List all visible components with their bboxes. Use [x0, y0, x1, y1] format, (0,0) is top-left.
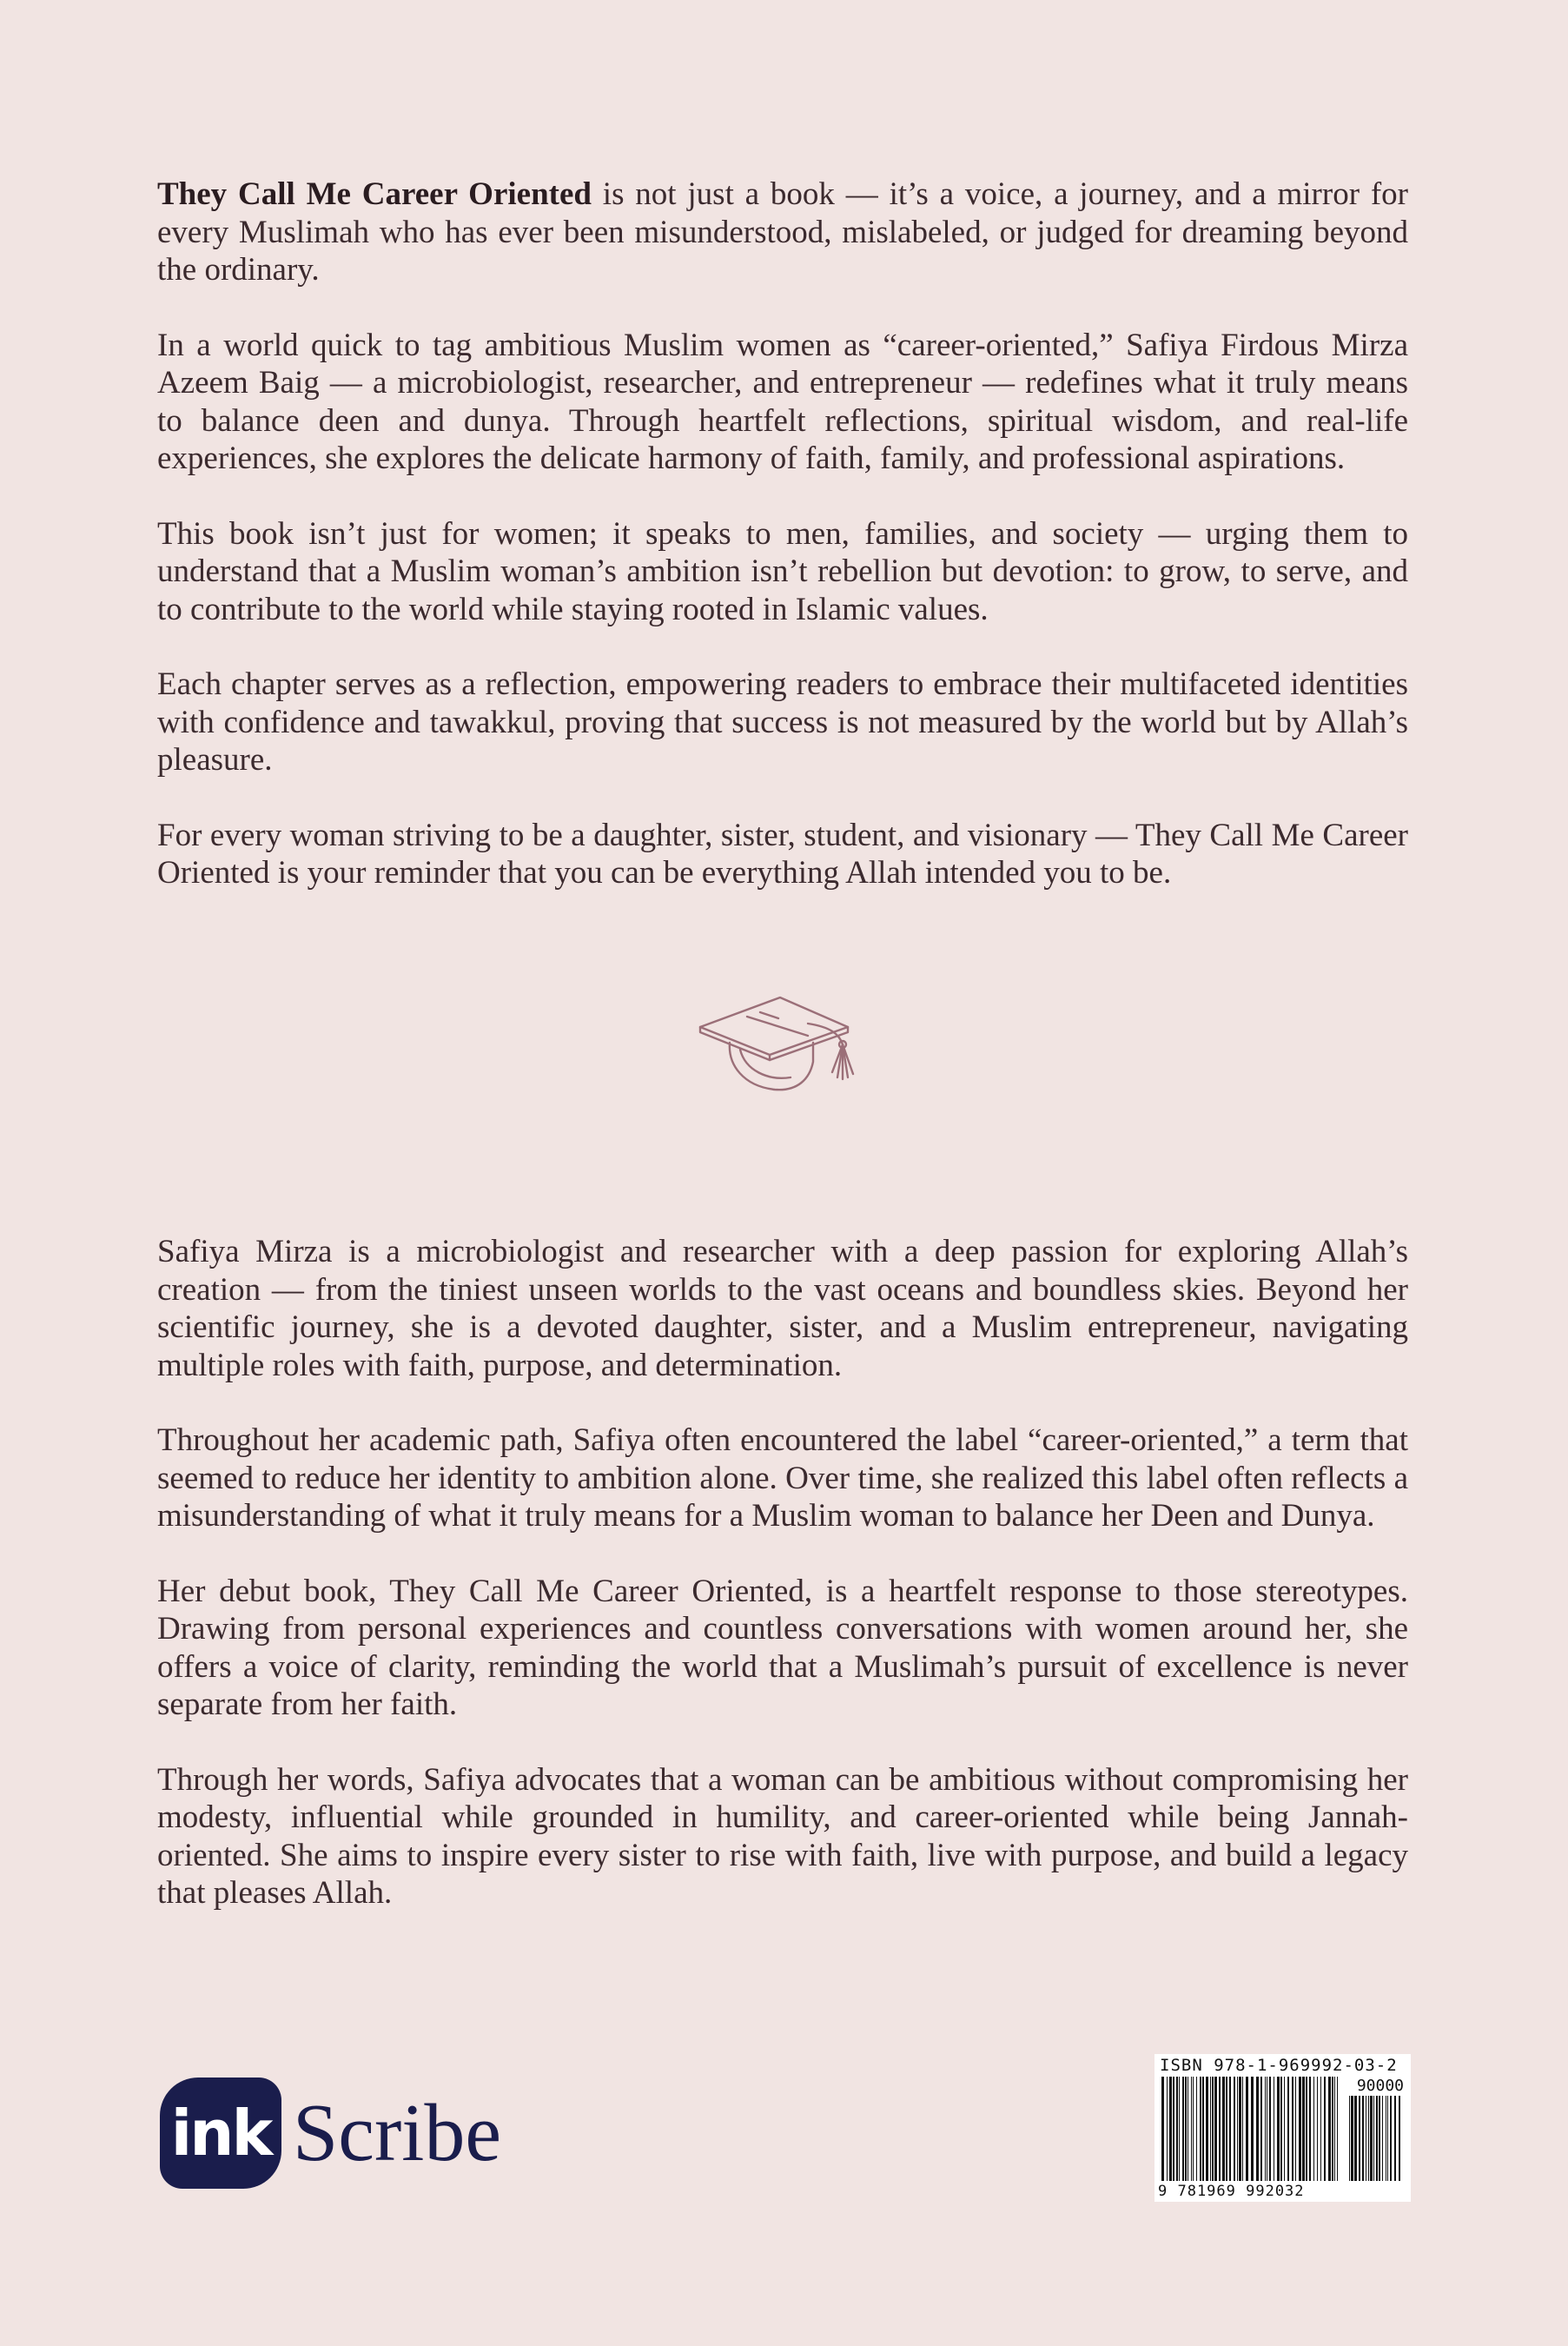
graduation-cap-icon: [695, 982, 877, 1103]
blurb-paragraph-1-text: is not just a book — it’s a voice, a journey, and a mirror for every Muslimah who has ever been misunderstood, mislabeled, or judged for dreaming beyond the ordinary.: [157, 176, 1408, 288]
blurb-paragraph-3: This book isn’t just for women; it speaks to men, families, and society — urging them to understand that a Muslim woman’s ambition isn’t rebellion but devotion: to grow, to serve, and to contribute to the world while staying rooted in Islamic values.: [157, 515, 1408, 627]
publisher-logo-badge: ink: [160, 2078, 281, 2189]
isbn-label: ISBN 978-1-969992-03-2: [1160, 2056, 1398, 2075]
bio-paragraph-1: Safiya Mirza is a microbiologist and researcher with a deep passion for exploring Allah’s creation — from the tiniest unseen worlds to the vast oceans and boundless skies. Beyond her scientific journey, she is a devoted daughter, sister, and a Muslim entrepreneur, navigating multiple roles with faith, purpose, and determination.: [157, 1234, 1408, 1383]
blurb-paragraph-5: For every woman striving to be a daughter, sister, student, and visionary — They Call Me Career Oriented is your reminder that you can be everything Allah intended you to be.: [157, 817, 1408, 891]
price-code: 90000: [1356, 2077, 1404, 2095]
author-bio: [157, 1233, 1408, 1950]
publisher-logo: [160, 2078, 525, 2189]
publisher-logo-wordmark: Scribe: [293, 2088, 502, 2178]
bio-paragraph-3: Her debut book, They Call Me Career Oriented, is a heartfelt response to those stereotypes. Drawing from personal experiences and countless conversations with women around her, she offers a voice of clarity, reminding the world that a Muslimah’s pursuit of excellence is never separate from her faith.: [157, 1573, 1408, 1722]
blurb-paragraph-1: [157, 176, 1408, 289]
bio-paragraph-4: Through her words, Safiya advocates that a woman can be ambitious without compromising her modesty, influential while grounded in humility, and career-oriented while being Jannah-oriented. She aims to inspire every sister to rise with faith, live with purpose, and build a legacy that pleases Allah.: [157, 1761, 1408, 1911]
isbn-digits: 9 781969 992032: [1158, 2183, 1305, 2200]
isbn-barcode: [1154, 2054, 1411, 2202]
book-title: They Call Me Career Oriented: [157, 176, 592, 212]
blurb-paragraph-2: In a world quick to tag ambitious Muslim women as “career-oriented,” Safiya Firdous Mirza Azeem Baig — a microbiologist, researcher, and entrepreneur — redefines what it truly means to balance deen and dunya. Through heartfelt reflections, spiritual wisdom, and real-life experiences, she explores the delicate harmony of faith, family, and professional aspirations.: [157, 327, 1408, 476]
bio-paragraph-2: Throughout her academic path, Safiya often encountered the label “career-oriented,” a term that seemed to reduce her identity to ambition alone. Over time, she realized this label often reflects a misunderstanding of what it truly means for a Muslim woman to balance her Deen and Dunya.: [157, 1422, 1408, 1534]
back-cover-blurb: [157, 176, 1408, 930]
blurb-paragraph-4: Each chapter serves as a reflection, empowering readers to embrace their multifaceted identities with confidence and tawakkul, proving that success is not measured by the world but by Allah’s pleasure.: [157, 666, 1408, 778]
